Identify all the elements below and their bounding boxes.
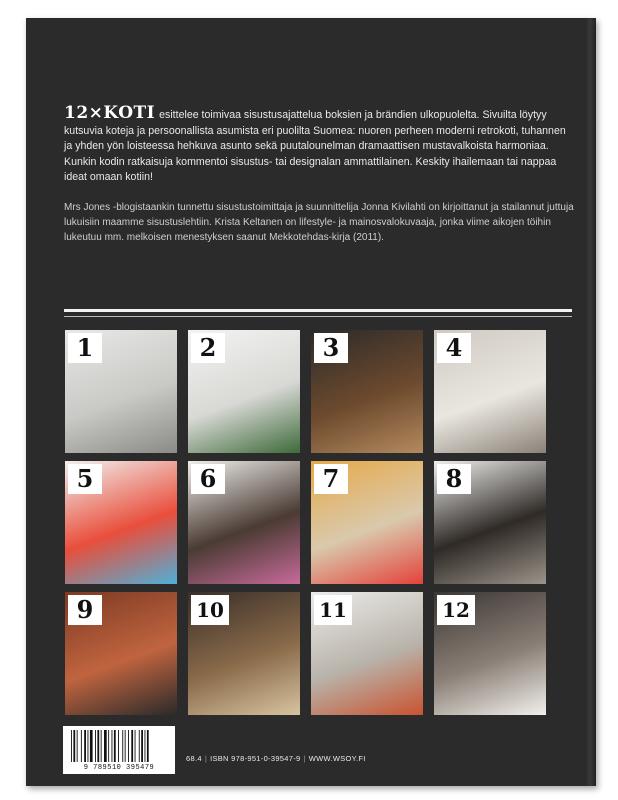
barcode-bar: [88, 730, 89, 762]
barcode-bar: [114, 730, 116, 762]
barcode-bar: [141, 730, 143, 762]
barcode-bar: [112, 730, 113, 762]
barcode-bar: [147, 730, 149, 762]
photo-tile-9: [65, 592, 177, 715]
photo-tile-12: [434, 592, 546, 715]
photo-tile-8: [434, 461, 546, 584]
barcode-bar: [139, 730, 140, 762]
book-back-cover: [26, 18, 596, 786]
barcode-bar: [90, 730, 93, 762]
barcode-bar: [81, 730, 82, 762]
barcode: [69, 730, 169, 762]
barcode-box: [63, 726, 175, 774]
barcode-bar: [95, 730, 96, 762]
photo-tile-7: [311, 461, 423, 584]
barcode-bar: [84, 730, 86, 762]
isbn-line: 68.4 | ISBN 978-951-0-39547-9 | WWW.WSOY.FI: [186, 754, 366, 763]
barcode-bar: [77, 730, 78, 762]
barcode-bar: [128, 730, 129, 762]
photo-number: 7: [314, 464, 348, 494]
photo-tile-10: [188, 592, 300, 715]
photo-number: 8: [437, 464, 471, 494]
photo-grid: [65, 330, 567, 715]
authors-paragraph: Mrs Jones -blogistaankin tunnettu sisustustoimittaja ja suunnittelija Jonna Kivilahti on kirjoittanut ja stailannut juttuja lukuisiin maamme sisustuslehtiin. Krista Keltanen on lifestyle- ja mainosvalokuvaaja, jonka viime aikojen töihin lukeutuu mm. melkoisen menestyksen saanut Mekkotehdas-kirja (2011).: [64, 201, 574, 243]
photo-number: 2: [191, 333, 225, 363]
barcode-bar: [122, 730, 123, 762]
photo-number: 5: [68, 464, 102, 494]
photo-number: 10: [191, 595, 229, 625]
barcode-bar: [108, 730, 109, 762]
photo-tile-11: [311, 592, 423, 715]
barcode-bar: [101, 730, 102, 762]
photo-number: 12: [437, 595, 475, 625]
photo-number: 9: [68, 595, 102, 625]
barcode-bar: [125, 730, 126, 762]
barcode-bar: [71, 730, 72, 762]
photo-tile-5: [65, 461, 177, 584]
cover-edge: [586, 18, 596, 786]
photo-tile-1: [65, 330, 177, 453]
barcode-bar: [131, 730, 133, 762]
photo-number: 6: [191, 464, 225, 494]
photo-tile-4: [434, 330, 546, 453]
photo-number: 11: [314, 595, 352, 625]
barcode-bar: [145, 730, 146, 762]
barcode-bar: [97, 730, 99, 762]
brand-title: 12×KOTI: [64, 103, 156, 123]
description-block: [64, 103, 574, 245]
photo-tile-6: [188, 461, 300, 584]
divider-thin: [64, 316, 572, 317]
barcode-bar: [104, 730, 107, 762]
divider-thick: [64, 309, 572, 312]
photo-number: 4: [437, 333, 471, 363]
barcode-bar: [118, 730, 119, 762]
barcode-bar: [135, 730, 136, 762]
price-code: 68.4: [186, 754, 202, 763]
photo-number: 1: [68, 333, 102, 363]
photo-tile-3: [311, 330, 423, 453]
intro-text: esittelee toimivaa sisustusajattelua boksien ja brändien ulkopuolelta. Sivuilta löytyy kutsuvia koteja ja persoonallista asumista eri puolilta Suomea: nuoren perheen moderni retrokoti, tuhannen ja yhden yön loisteessa hehkuva asunto sekä puutalounelman dramaattisen mustavalkoista harmoniaa. Kunkin kodin ratkaisuja kommentoi sisustus- tai designalan ammattilainen. Keskity ihailemaan tai nappaa ideat omaan kotiin!: [64, 109, 566, 183]
barcode-bar: [73, 730, 75, 762]
intro-paragraph: [64, 103, 574, 186]
photo-tile-2: [188, 330, 300, 453]
photo-number: 3: [314, 333, 348, 363]
barcode-digits: 9 789510 395479: [83, 764, 155, 772]
isbn-number: ISBN 978-951-0-39547-9: [210, 754, 301, 763]
publisher-url: WWW.WSOY.FI: [308, 754, 366, 763]
